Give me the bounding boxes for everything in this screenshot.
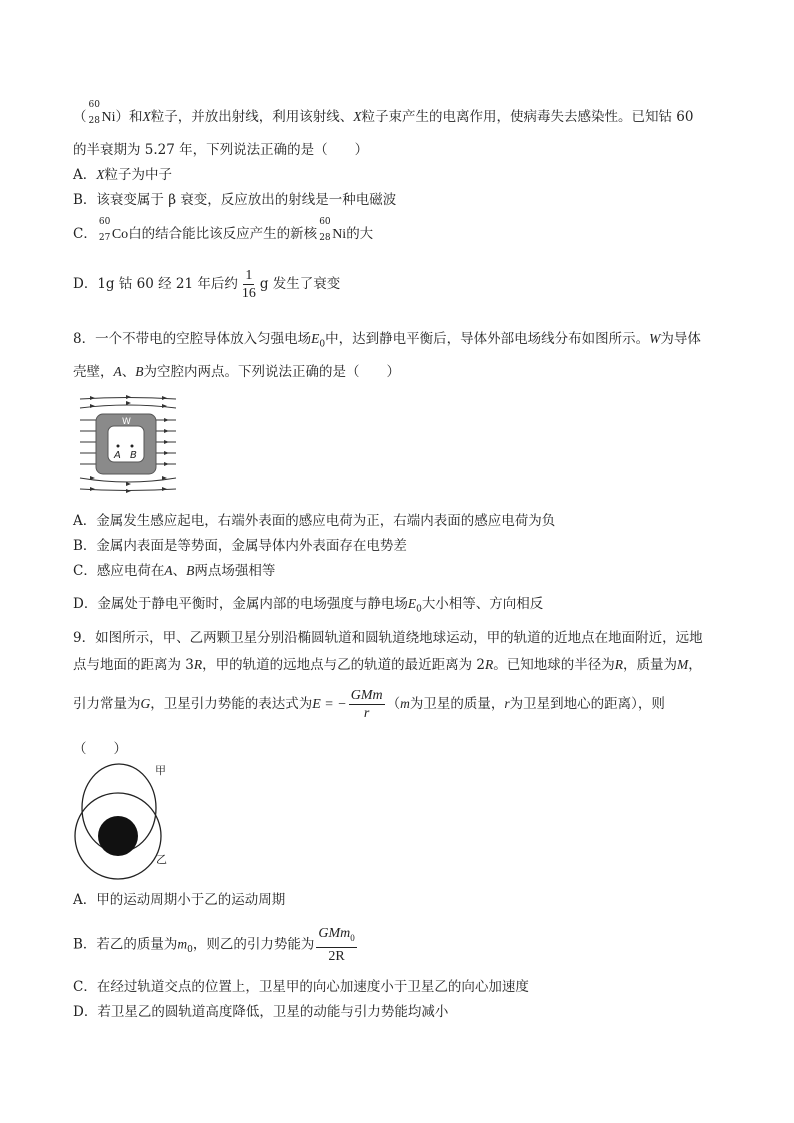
conductor-field-figure bbox=[78, 394, 178, 494]
orbit-figure bbox=[72, 760, 172, 882]
yi-potential-fraction: $\frac{GMm_0}{2R}$ bbox=[318, 926, 355, 964]
nuclide-ni: 60 28 Ni bbox=[88, 100, 116, 126]
q8-option-d[interactable]: D．金属处于静电平衡时，金属内部的电场强度与静电场$E_0$大小相等、方向相反 bbox=[73, 596, 544, 615]
label-a: A bbox=[114, 450, 121, 461]
q7-option-b[interactable]: B．该衰变属于 β 衰变，反应放出的射线是一种电磁波 bbox=[73, 192, 397, 208]
q8-option-b[interactable]: B．金属内表面是等势面，金属导体内外表面存在电势差 bbox=[73, 538, 407, 554]
nuclide-ni-2: 60 28 Ni bbox=[319, 217, 347, 243]
q9-stem-line-4: （ ） bbox=[73, 741, 127, 757]
q9-stem-line-3: 引力常量为G，卫星引力势能的表达式为E = − $\frac{\text{GMm}}{r}$ （m为卫星的质量，r为卫星到地心的距离），则 bbox=[73, 688, 665, 721]
label-w: W bbox=[122, 417, 131, 427]
label-b: B bbox=[130, 450, 137, 461]
label-jia: 甲 bbox=[155, 764, 166, 777]
earth bbox=[98, 816, 138, 856]
q7-option-a[interactable]: A．X粒子为中子 bbox=[73, 167, 172, 183]
q7-stem-line-1: （ 60 28 Ni）和X粒子，并放出射线，利用该射线、X粒子束产生的电离作用，使病毒失去感染性。已知钴 60 bbox=[73, 100, 694, 126]
q7-option-d[interactable]: D．1g 钴 60 经 21 年后约 $\frac{1}{16}$ g 发生了衰变 bbox=[73, 268, 341, 301]
q9-stem-line-2: 点与地面的距离为 3R，甲的轨道的远地点与乙的轨道的最近距离为 2R。已知地球的半径为R，质量为M， bbox=[73, 657, 702, 673]
q9-option-c[interactable]: C．在经过轨道交点的位置上，卫星甲的向心加速度小于卫星乙的向心加速度 bbox=[73, 979, 529, 995]
q9-option-b[interactable]: B．若乙的质量为$m_0$，则乙的引力势能为 $\frac{GMm_0}{2R}$ bbox=[73, 926, 355, 964]
fraction-1-16: $\frac{1}{16}$ bbox=[241, 268, 256, 301]
q8-stem-line-2: 壳壁，A、B为空腔内两点。下列说法正确的是（ ） bbox=[73, 364, 400, 380]
label-yi: 乙 bbox=[156, 853, 167, 866]
q8-stem-line-1: 8．一个不带电的空腔导体放入匀强电场$E_0$中，达到静电平衡后，导体外部电场线分布如图所示。W为导体 bbox=[73, 331, 701, 350]
q7-stem-line-2: 的半衰期为 5.27 年，下列说法正确的是（ ） bbox=[73, 142, 369, 158]
q9-option-d[interactable]: D．若卫星乙的圆轨道高度降低，卫星的动能与引力势能均减小 bbox=[73, 1004, 449, 1020]
nuclide-co: 60 27 Co bbox=[98, 217, 129, 243]
q8-option-a[interactable]: A．金属发生感应起电，右端外表面的感应电荷为正，右端内表面的感应电荷为负 bbox=[73, 513, 556, 529]
q9-option-a[interactable]: A．甲的运动周期小于乙的运动周期 bbox=[73, 892, 286, 908]
q9-stem-line-1: 9．如图所示，甲、乙两颗卫星分别沿椭圆轨道和圆轨道绕地球运动，甲的轨道的近地点在地面附近，远地 bbox=[73, 630, 703, 646]
potential-energy-fraction: $\frac{\text{GMm}}{r}$ bbox=[350, 688, 383, 721]
q8-option-c[interactable]: C．感应电荷在A、B两点场强相等 bbox=[73, 563, 276, 579]
q7-option-c[interactable]: C． 60 27 Co白的结合能比该反应产生的新核 60 28 Ni的大 bbox=[73, 217, 374, 243]
